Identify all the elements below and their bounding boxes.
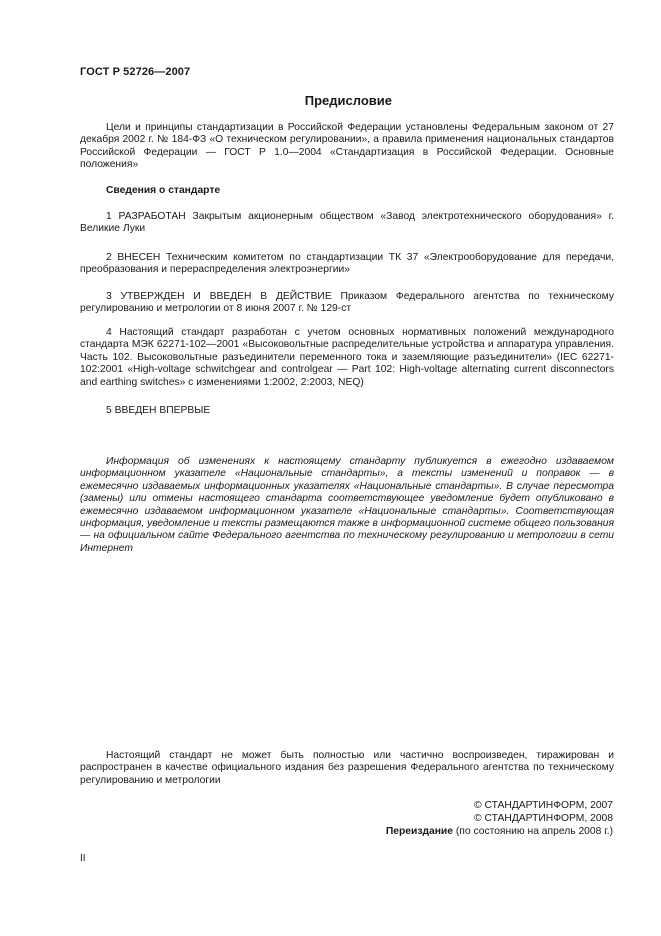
info-notice-text: Информация об изменениях к настоящему стандарту публикуется в ежегодно издаваемом информационном указателе «Национальные стандарты», а тексты изменений и поправок — в ежемесячно издаваемых информационных указателях «Национальные стандарты». В случае пересмотра (замены) или отмены настоящего стандарта соответствующее уведомление будет опубликовано в ежемесячно издаваемом информационном указателе «Национальные стандарты». Соответствующая информация, уведомление и тексты размещаются также в информационной системе общего пользования — на официальном сайте Федерального агентства по техническому регулированию и метрологии в сети Интернет: [80, 456, 614, 554]
item-4: [80, 327, 614, 389]
reissue-note: (по состоянию на апрель 2008 г.): [453, 825, 613, 837]
info-notice: [80, 456, 614, 555]
gost-number-header: ГОСТ Р 52726—2007: [80, 66, 191, 78]
item-1-text: 1 РАЗРАБОТАН Закрытым акционерным обществом «Завод электротехнического оборудования» г. Великие Луки: [80, 211, 614, 235]
reissue-line: [80, 826, 613, 839]
section-heading: [80, 185, 614, 197]
copyright-line-2008: © СТАНДАРТИНФОРМ, 2008: [474, 812, 613, 824]
page-number: II: [80, 853, 86, 864]
preface-title: [80, 93, 614, 108]
reproduction-notice-text: Настоящий стандарт не может быть полностью или частично воспроизведен, тиражирован и распространен в качестве официального издания без разрешения Федерального агентства по техническому регулированию и метрологии: [80, 750, 614, 786]
reproduction-notice: [80, 750, 614, 787]
preface-title-text: Предисловие: [304, 93, 392, 108]
item-1: [80, 211, 614, 236]
copyright-block: [80, 800, 613, 838]
item-3: [80, 291, 614, 316]
intro-paragraph: Цели и принципы стандартизации в Российской Федерации установлены Федеральным законом от 27 декабря 2002 г. № 184-ФЗ «О техническом регулировании», а правила применения национальных стандартов Российской Федерации — ГОСТ Р 1.0—2004 «Стандартизация в Российской Федерации. Основные положения»: [80, 122, 614, 171]
item-5: [80, 405, 614, 417]
item-3-text: 3 УТВЕРЖДЕН И ВВЕДЕН В ДЕЙСТВИЕ Приказом Федерального агентства по техническому регулированию и метрологии от 8 июня 2007 г. № 129-ст: [80, 291, 614, 315]
copyright-line-2007: © СТАНДАРТИНФОРМ, 2007: [474, 800, 613, 811]
item-2-text: 2 ВНЕСЕН Техническим комитетом по стандартизации ТК 37 «Электрооборудование для передачи, преобразования и перераспределения электроэнергии»: [80, 252, 614, 276]
item-5-text: 5 ВВЕДЕН ВПЕРВЫЕ: [106, 405, 211, 416]
item-2: [80, 252, 614, 277]
reissue-label: Переиздание: [385, 825, 453, 837]
item-4-text: 4 Настоящий стандарт разработан с учетом основных нормативных положений международного стандарта МЭК 62271-102—2001 «Высоковольтные распределительные устройства и аппаратура управления. Часть 102. Высоковольтные разъединители переменного тока и заземляющие разъединители» (IEC 62271-102:2001 «High-voltage schwitchgear and controlgear — Part 102: High-voltage alternating current disconnectors and earthing switches» с изменениями 1:2002, 2:2003, NEQ): [80, 327, 614, 388]
section-heading-text: Сведения о стандарте: [106, 185, 221, 196]
preface-intro: [80, 122, 614, 172]
